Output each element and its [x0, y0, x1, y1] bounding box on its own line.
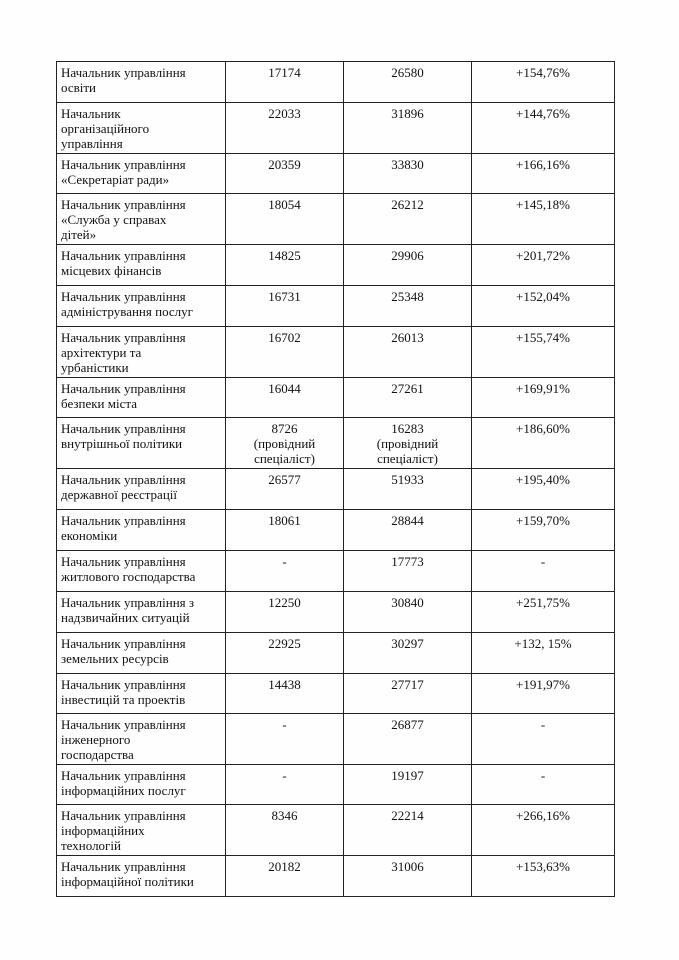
salary-comparison-table — [56, 61, 615, 897]
change-percent-cell — [472, 469, 615, 510]
salary-before-cell-line: 14825 — [268, 248, 301, 263]
change-percent-cell — [472, 805, 615, 856]
position-cell-line: Начальник управління — [61, 636, 186, 651]
table-row — [57, 154, 615, 194]
position-cell-line: організаційного — [61, 121, 150, 136]
change-percent-cell — [472, 103, 615, 154]
salary-after-cell-line: 26580 — [391, 65, 424, 80]
position-cell-line: внутрішньої політики — [61, 436, 183, 451]
table-row — [57, 714, 615, 765]
salary-before-cell-line: 18054 — [268, 197, 301, 212]
salary-after-cell-line: 27261 — [391, 381, 424, 396]
change-percent-cell — [472, 551, 615, 592]
change-percent-cell-text: +201,72% — [516, 248, 570, 263]
change-percent-cell-text: +132, 15% — [514, 636, 572, 651]
position-cell-line: Начальник управління — [61, 65, 186, 80]
position-cell-line: Начальник управління — [61, 381, 186, 396]
position-cell — [57, 714, 226, 765]
change-percent-cell-text: +152,04% — [516, 289, 570, 304]
position-cell — [57, 510, 226, 551]
salary-before-cell-line: 8726 — [271, 421, 298, 436]
salary-before-cell — [226, 154, 344, 194]
position-cell-line: Начальник управління — [61, 808, 186, 823]
position-cell-line: безпеки міста — [61, 396, 137, 411]
position-cell — [57, 286, 226, 327]
table-row — [57, 327, 615, 378]
salary-after-cell — [344, 286, 472, 327]
change-percent-cell-text: +251,75% — [516, 595, 570, 610]
position-cell-line: інвестицій та проектів — [61, 692, 186, 707]
salary-before-cell — [226, 805, 344, 856]
position-cell — [57, 62, 226, 103]
change-percent-cell-text: +145,18% — [516, 197, 570, 212]
table-row — [57, 765, 615, 805]
position-cell-line: інформаційних — [61, 823, 145, 838]
position-cell — [57, 154, 226, 194]
table-row — [57, 103, 615, 154]
position-cell-line: інформаційної політики — [61, 874, 194, 889]
position-cell-line: Начальник управління — [61, 472, 186, 487]
table-row — [57, 551, 615, 592]
position-cell-line: земельних ресурсів — [61, 651, 169, 666]
change-percent-cell-text: +166,16% — [516, 157, 570, 172]
salary-after-cell-line: 29906 — [391, 248, 424, 263]
position-cell — [57, 194, 226, 245]
salary-before-cell-line: 18061 — [268, 513, 301, 528]
salary-after-cell-line: 31896 — [391, 106, 424, 121]
position-cell-line: житлового господарства — [61, 569, 196, 584]
table-row — [57, 805, 615, 856]
salary-after-cell-line: 30297 — [391, 636, 424, 651]
table-row — [57, 592, 615, 633]
table-row — [57, 633, 615, 674]
change-percent-cell-text: +169,91% — [516, 381, 570, 396]
salary-after-cell — [344, 551, 472, 592]
salary-before-cell — [226, 714, 344, 765]
salary-before-cell-line: 14438 — [268, 677, 301, 692]
position-cell-line: інформаційних послуг — [61, 783, 186, 798]
salary-before-cell-line: - — [282, 717, 287, 732]
salary-before-cell-line: 22925 — [268, 636, 301, 651]
table-row — [57, 469, 615, 510]
change-percent-cell — [472, 245, 615, 286]
salary-before-cell-line: 8346 — [271, 808, 298, 823]
salary-after-cell — [344, 805, 472, 856]
change-percent-cell — [472, 714, 615, 765]
position-cell — [57, 378, 226, 418]
position-cell-line: Начальник управління — [61, 513, 186, 528]
position-cell-line: управління — [61, 136, 123, 151]
change-percent-cell — [472, 765, 615, 805]
change-percent-cell — [472, 286, 615, 327]
position-cell-line: Начальник управління — [61, 157, 186, 172]
salary-after-cell-line: 26013 — [391, 330, 424, 345]
table-row — [57, 418, 615, 469]
position-cell-line: державної реєстрації — [61, 487, 178, 502]
salary-after-cell-line: 26877 — [391, 717, 424, 732]
change-percent-cell-text: - — [540, 717, 546, 732]
position-cell — [57, 765, 226, 805]
position-cell — [57, 103, 226, 154]
salary-before-cell-line: (провідний — [253, 436, 316, 451]
table-row — [57, 194, 615, 245]
salary-after-cell-line: 30840 — [391, 595, 424, 610]
salary-after-cell — [344, 245, 472, 286]
salary-before-cell — [226, 674, 344, 714]
salary-before-cell-line: 20182 — [268, 859, 301, 874]
salary-after-cell — [344, 856, 472, 897]
salary-after-cell — [344, 327, 472, 378]
salary-before-cell — [226, 469, 344, 510]
salary-after-cell-line: 26212 — [391, 197, 424, 212]
position-cell-line: Начальник управління — [61, 289, 186, 304]
position-cell — [57, 592, 226, 633]
position-cell-line: урбаністики — [61, 360, 129, 375]
salary-after-cell — [344, 714, 472, 765]
change-percent-cell — [472, 633, 615, 674]
salary-before-cell-line: 17174 — [268, 65, 301, 80]
table-row — [57, 674, 615, 714]
change-percent-cell-text: +144,76% — [516, 106, 570, 121]
salary-before-cell — [226, 62, 344, 103]
salary-before-cell — [226, 510, 344, 551]
position-cell-line: Начальник управління з — [61, 595, 195, 610]
table-row — [57, 856, 615, 897]
salary-before-cell-line: 22033 — [268, 106, 301, 121]
salary-before-cell-line: - — [282, 768, 287, 783]
position-cell-line: архітектури та — [61, 345, 142, 360]
salary-after-cell-line: 28844 — [391, 513, 424, 528]
position-cell-line: Начальник управління — [61, 248, 186, 263]
salary-after-cell-line: 17773 — [391, 554, 424, 569]
position-cell-line: Начальник управління — [61, 717, 186, 732]
salary-after-cell-line: (провідний — [376, 436, 439, 451]
salary-after-cell — [344, 510, 472, 551]
change-percent-cell-text: +266,16% — [516, 808, 570, 823]
position-cell — [57, 418, 226, 469]
position-cell-line: господарства — [61, 747, 134, 762]
change-percent-cell-text: +186,60% — [516, 421, 570, 436]
position-cell — [57, 674, 226, 714]
change-percent-cell — [472, 194, 615, 245]
table-row — [57, 286, 615, 327]
change-percent-cell-text: +159,70% — [516, 513, 570, 528]
salary-before-cell — [226, 633, 344, 674]
salary-after-cell-line: 16283 — [391, 421, 424, 436]
position-cell-line: «Секретаріат ради» — [61, 172, 170, 187]
position-cell-line: надзвичайних ситуацій — [61, 610, 190, 625]
salary-before-cell — [226, 245, 344, 286]
salary-before-cell — [226, 765, 344, 805]
salary-before-cell-line: 12250 — [268, 595, 301, 610]
salary-after-cell — [344, 592, 472, 633]
change-percent-cell — [472, 378, 615, 418]
position-cell — [57, 805, 226, 856]
position-cell-line: Начальник управління — [61, 197, 186, 212]
position-cell — [57, 551, 226, 592]
salary-before-cell — [226, 103, 344, 154]
position-cell — [57, 856, 226, 897]
salary-after-cell — [344, 154, 472, 194]
salary-after-cell-line: 51933 — [391, 472, 424, 487]
position-cell-line: Начальник — [61, 106, 121, 121]
salary-before-cell — [226, 418, 344, 469]
position-cell-line: місцевих фінансів — [61, 263, 162, 278]
position-cell — [57, 633, 226, 674]
change-percent-cell — [472, 154, 615, 194]
salary-before-cell-line: 20359 — [268, 157, 301, 172]
salary-after-cell — [344, 765, 472, 805]
position-cell-line: інженерного — [61, 732, 131, 747]
salary-after-cell-line: 33830 — [391, 157, 424, 172]
change-percent-cell-text: +155,74% — [516, 330, 570, 345]
change-percent-cell-text: +154,76% — [516, 65, 570, 80]
salary-after-cell-line: 27717 — [391, 677, 424, 692]
position-cell-line: Начальник управління — [61, 330, 186, 345]
position-cell-line: технологій — [61, 838, 121, 853]
position-cell-line: Начальник управління — [61, 859, 186, 874]
change-percent-cell — [472, 674, 615, 714]
salary-before-cell-line: спеціаліст) — [254, 451, 315, 466]
change-percent-cell — [472, 327, 615, 378]
position-cell — [57, 245, 226, 286]
position-cell-line: Начальник управління — [61, 677, 186, 692]
salary-after-cell — [344, 418, 472, 469]
salary-before-cell — [226, 856, 344, 897]
salary-after-cell-line: 25348 — [391, 289, 424, 304]
change-percent-cell-text: - — [540, 768, 546, 783]
salary-after-cell — [344, 194, 472, 245]
position-cell-line: дітей» — [61, 227, 97, 242]
table-row — [57, 378, 615, 418]
table-row — [57, 62, 615, 103]
salary-before-cell — [226, 378, 344, 418]
change-percent-cell — [472, 856, 615, 897]
position-cell-line: Начальник управління — [61, 421, 186, 436]
table-row — [57, 510, 615, 551]
salary-after-cell — [344, 633, 472, 674]
salary-after-cell — [344, 378, 472, 418]
salary-before-cell-line: 16702 — [268, 330, 301, 345]
salary-after-cell-line: спеціаліст) — [377, 451, 438, 466]
salary-after-cell-line: 31006 — [391, 859, 424, 874]
table-body — [57, 62, 615, 897]
salary-after-cell — [344, 103, 472, 154]
change-percent-cell-text: +153,63% — [516, 859, 570, 874]
change-percent-cell — [472, 510, 615, 551]
salary-before-cell — [226, 551, 344, 592]
salary-before-cell — [226, 286, 344, 327]
position-cell-line: Начальник управління — [61, 768, 186, 783]
table-row — [57, 245, 615, 286]
change-percent-cell-text: +191,97% — [516, 677, 570, 692]
change-percent-cell — [472, 418, 615, 469]
position-cell — [57, 327, 226, 378]
position-cell-line: адміністрування послуг — [61, 304, 193, 319]
position-cell-line: Начальник управління — [61, 554, 186, 569]
salary-after-cell-line: 19197 — [391, 768, 424, 783]
salary-before-cell-line: 16044 — [268, 381, 301, 396]
salary-before-cell — [226, 592, 344, 633]
salary-before-cell-line: 16731 — [268, 289, 301, 304]
salary-before-cell — [226, 194, 344, 245]
position-cell — [57, 469, 226, 510]
change-percent-cell — [472, 592, 615, 633]
salary-after-cell-line: 22214 — [391, 808, 424, 823]
salary-before-cell — [226, 327, 344, 378]
salary-before-cell-line: - — [282, 554, 287, 569]
change-percent-cell-text: - — [540, 554, 546, 569]
salary-after-cell — [344, 469, 472, 510]
salary-before-cell-line: 26577 — [268, 472, 301, 487]
salary-after-cell — [344, 62, 472, 103]
position-cell-line: освіти — [61, 80, 96, 95]
change-percent-cell-text: +195,40% — [516, 472, 570, 487]
salary-after-cell — [344, 674, 472, 714]
position-cell-line: «Служба у справах — [61, 212, 167, 227]
position-cell-line: економіки — [61, 528, 118, 543]
change-percent-cell — [472, 62, 615, 103]
